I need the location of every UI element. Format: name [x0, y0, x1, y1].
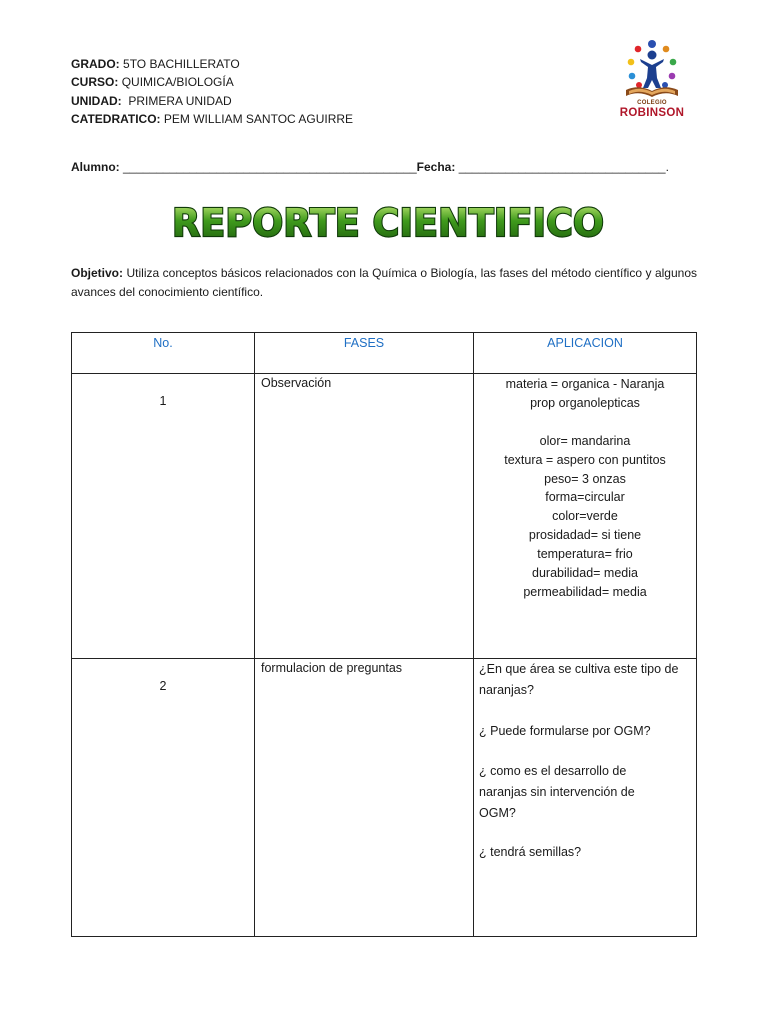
question: ¿ tendrá semillas? [479, 845, 582, 859]
property-line: olor= mandarina [539, 433, 631, 448]
logo-small-text: COLEGIO [637, 100, 667, 106]
header-fases: FASES [255, 333, 474, 374]
header-info [71, 55, 353, 128]
aplicacion-line: prop organolepticas [530, 395, 640, 410]
preguntas-cell [474, 659, 697, 937]
property-line: prosidadad= si tiene [528, 528, 642, 543]
report-title-text: REPORTE CIENTIFICO [172, 201, 604, 245]
catedratico-line [71, 110, 353, 128]
question: ¿ como es el desarrollo de naranjas sin intervención de OGM? [479, 764, 635, 820]
objetivo-label: Objetivo: [71, 266, 124, 280]
row-number-cell [72, 374, 255, 659]
property-line: permeabilidad= media [523, 584, 647, 599]
question: ¿En que área se cultiva este tipo de naranjas? [479, 662, 679, 697]
phases-table [71, 332, 697, 937]
objetivo-paragraph [71, 264, 697, 301]
row-number: 2 [159, 679, 167, 693]
property-line: forma=circular [545, 490, 625, 505]
catedratico-label: CATEDRATICO: [71, 111, 161, 126]
header-aplicacion: APLICACION [474, 333, 697, 374]
property-line: durabilidad= media [532, 566, 638, 581]
property-line: color=verde [552, 509, 618, 524]
table-row [72, 659, 697, 937]
fase-cell: formulacion de preguntas [255, 659, 474, 937]
curso-label: CURSO: [71, 75, 119, 90]
aplicacion-line: materia = organica - Naranja [505, 377, 665, 391]
property-line: textura = aspero con puntitos [504, 452, 666, 467]
curso-line [71, 73, 353, 91]
row-number: 1 [159, 394, 167, 408]
curso-value: QUIMICA/BIOLOGÍA [121, 75, 234, 90]
alumno-blank: ____________________________________________ [123, 160, 417, 174]
unidad-label: UNIDAD: [71, 93, 122, 108]
grado-value: 5TO BACHILLERATO [123, 57, 240, 71]
catedratico-value: PEM WILLIAM SANTOC AGUIRRE [163, 111, 354, 126]
objetivo-text: Utiliza conceptos básicos relacionados con la Química o Biología, las fases del método científico y algunos avances del conocimiento científico. [71, 266, 697, 299]
alumno-fecha-line [71, 160, 669, 174]
row-number-cell [72, 659, 255, 937]
header-no: No. [72, 333, 255, 374]
report-title-art [168, 198, 608, 248]
school-logo [612, 38, 692, 122]
alumno-label: Alumno: [71, 160, 120, 174]
aplicacion-cell [474, 374, 697, 659]
table-header-row [72, 333, 697, 374]
fecha-label: Fecha: [416, 160, 456, 174]
school-logo-icon [612, 38, 692, 100]
grado-label: GRADO: [71, 57, 120, 71]
fase-cell: Observación [255, 374, 474, 659]
report-title [168, 198, 608, 248]
property-line: temperatura= frio [537, 547, 633, 562]
question: ¿ Puede formularse por OGM? [479, 724, 651, 738]
grado-line [71, 55, 353, 73]
unidad-line [71, 92, 353, 110]
property-line: peso= 3 onzas [544, 471, 626, 486]
fecha-blank: _______________________________. [458, 160, 669, 174]
logo-big-text: ROBINSON [619, 107, 685, 119]
table-row [72, 374, 697, 659]
unidad-value: PRIMERA UNIDAD [128, 93, 232, 108]
